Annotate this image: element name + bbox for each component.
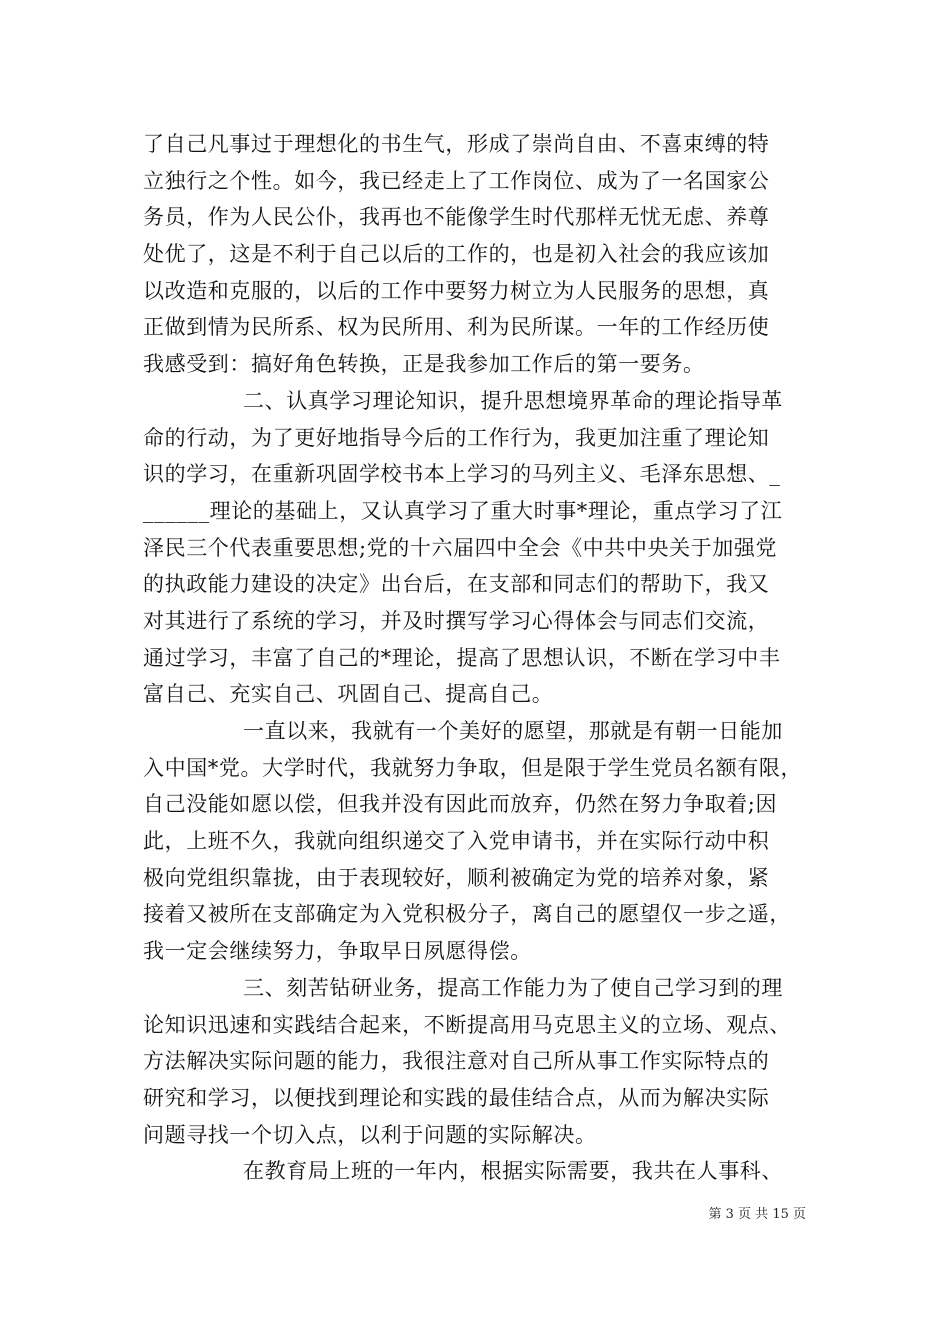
- text-line: 对其进行了系统的学习，并及时撰写学习心得体会与同志们交流，: [143, 608, 770, 633]
- text-line: 自己没能如愿以偿，但我并没有因此而放弃，仍然在努力争取着;因: [143, 792, 778, 817]
- text-line: 研究和学习，以便找到理论和实践的最佳结合点，从而为解决实际: [143, 1085, 770, 1110]
- text-line: 问题寻找一个切入点，以利于问题的实际解决。: [143, 1122, 597, 1147]
- text-line: 方法解决实际问题的能力，我很注意对自己所从事工作实际特点的: [143, 1049, 770, 1074]
- text-line: 论知识迅速和实践结合起来，不断提高用马克思主义的立场、观点、: [143, 1012, 791, 1037]
- paragraph-start-line: 二、认真学习理论知识，提升思想境界革命的理论指导革: [243, 388, 783, 413]
- text-line: 的执政能力建设的决定》出台后，在支部和同志们的帮助下，我又: [143, 572, 770, 597]
- text-line: 识的学习，在重新巩固学校书本上学习的马列主义、毛泽东思想、_: [143, 462, 781, 487]
- text-line: 接着又被所在支部确定为入党积极分子，离自己的愿望仅一步之遥，: [143, 902, 791, 927]
- text-line: 正做到情为民所系、权为民所用、利为民所谋。一年的工作经历使: [143, 315, 770, 340]
- text-line: 富自己、充实自己、巩固自己、提高自己。: [143, 682, 554, 707]
- text-line: 我一定会继续努力，争取早日夙愿得偿。: [143, 939, 532, 964]
- body-text: [143, 126, 807, 1190]
- text-line: 以改造和克服的，以后的工作中要努力树立为人民服务的思想，真: [143, 278, 770, 303]
- paragraph-start-line: 一直以来，我就有一个美好的愿望，那就是有朝一日能加: [243, 719, 783, 743]
- text-line: 此，上班不久，我就向组织递交了入党申请书，并在实际行动中积: [143, 829, 770, 854]
- text-line: 务员，作为人民公仆，我再也不能像学生时代那样无忧无虑、养尊: [143, 205, 770, 230]
- text-line: 我感受到：搞好角色转换，正是我参加工作后的第一要务。: [143, 352, 705, 377]
- text-line: 极向党组织靠拢，由于表现较好，顺利被确定为党的培养对象，紧: [143, 865, 770, 890]
- page-number: 第 3 页 共 15 页: [708, 1207, 806, 1222]
- text-line: 处优了，这是不利于自己以后的工作的，也是初入社会的我应该加: [143, 242, 770, 267]
- text-line: 泽民三个代表重要思想;党的十六届四中全会《中共中央关于加强党: [143, 535, 778, 560]
- text-line: 入中国*党。大学时代，我就努力争取，但是限于学生党员名额有限，: [143, 755, 803, 780]
- text-line: 命的行动，为了更好地指导今后的工作行为，我更加注重了理论知: [143, 425, 770, 450]
- paragraph-start-line: 三、刻苦钻研业务，提高工作能力为了使自己学习到的理: [243, 975, 783, 1000]
- text-line: 通过学习，丰富了自己的*理论，提高了思想认识，不断在学习中丰: [143, 645, 781, 670]
- text-line: 立独行之个性。如今，我已经走上了工作岗位、成为了一名国家公: [143, 168, 770, 193]
- paragraph-start-line: 在教育局上班的一年内，根据实际需要，我共在人事科、: [243, 1159, 783, 1184]
- text-line: 了自己凡事过于理想化的书生气，形成了崇尚自由、不喜束缚的特: [143, 132, 770, 156]
- text-line: ______理论的基础上，又认真学习了重大时事*理论，重点学习了江: [143, 498, 783, 523]
